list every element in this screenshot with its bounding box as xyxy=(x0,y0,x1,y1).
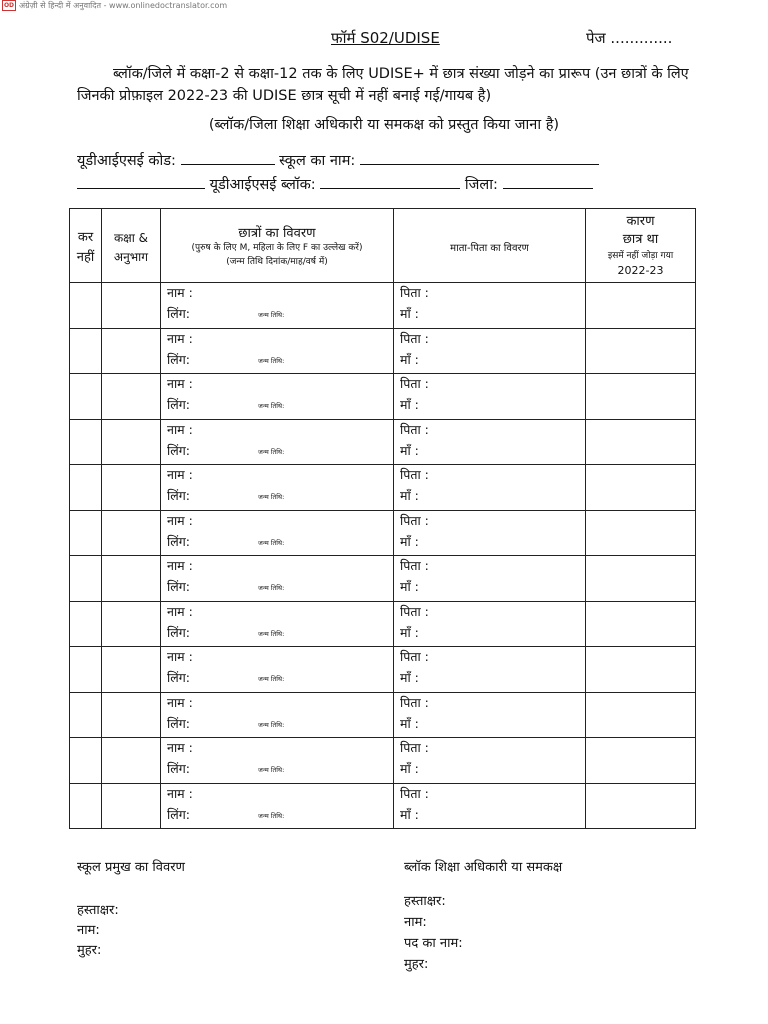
student-details-cell[interactable] xyxy=(161,283,394,329)
student-details-cell[interactable] xyxy=(161,419,394,465)
parent-details-cell[interactable] xyxy=(394,783,586,829)
father-label: पिता : xyxy=(400,376,429,391)
student-dob-label: जन्म तिथि: xyxy=(258,356,285,365)
table-row xyxy=(70,419,696,465)
parent-details-cell[interactable] xyxy=(394,647,586,693)
reason-cell[interactable] xyxy=(586,556,696,602)
parent-details-cell[interactable] xyxy=(394,601,586,647)
student-name-label: नाम : xyxy=(167,330,193,346)
block-officer-signature: हस्ताक्षर: xyxy=(404,894,446,909)
student-details-cell[interactable] xyxy=(161,601,394,647)
reason-subtitle: छात्र था xyxy=(622,231,659,247)
father-label: पिता : xyxy=(400,785,429,801)
serial-cell[interactable] xyxy=(70,419,102,465)
student-dob-label: जन्म तिथि: xyxy=(258,311,285,319)
mother-label: माँ : xyxy=(400,488,419,503)
reason-cell[interactable] xyxy=(586,647,696,693)
student-dob-label: जन्म तिथि: xyxy=(258,538,285,547)
student-details-title: छात्रों का विवरण xyxy=(238,225,316,241)
student-name-label: नाम : xyxy=(167,649,193,664)
table-row xyxy=(70,328,696,374)
class-section-cell[interactable] xyxy=(102,465,161,511)
header-reason xyxy=(586,209,696,283)
mother-label: माँ : xyxy=(400,306,419,321)
parent-details-cell[interactable] xyxy=(394,738,586,784)
parent-details-cell[interactable] xyxy=(394,692,586,738)
student-gender-label: लिंग: xyxy=(167,442,190,458)
reason-cell[interactable] xyxy=(586,465,696,511)
class-section-cell[interactable] xyxy=(102,692,161,738)
school-head-name: नाम: xyxy=(77,923,100,938)
student-name-label: नाम : xyxy=(167,421,193,437)
serial-cell[interactable] xyxy=(70,283,102,329)
father-label: पिता : xyxy=(400,285,429,300)
student-details-cell[interactable] xyxy=(161,465,394,511)
district-label: जिला: xyxy=(464,177,498,193)
parent-details-cell[interactable] xyxy=(394,465,586,511)
table-row xyxy=(70,783,696,829)
student-table xyxy=(69,208,696,829)
student-details-cell[interactable] xyxy=(161,783,394,829)
reason-cell[interactable] xyxy=(586,283,696,329)
parent-details-cell[interactable] xyxy=(394,556,586,602)
mother-label: माँ : xyxy=(400,715,419,731)
block-officer-name: नाम: xyxy=(404,915,427,930)
mother-label: माँ : xyxy=(400,761,419,776)
reason-cell[interactable] xyxy=(586,692,696,738)
father-label: पिता : xyxy=(400,740,429,755)
school-head-title: स्कूल प्रमुख का विवरण xyxy=(77,860,185,875)
father-label: पिता : xyxy=(400,467,429,482)
serial-cell[interactable] xyxy=(70,647,102,693)
block-officer-designation: पद का नाम: xyxy=(404,936,463,951)
serial-cell[interactable] xyxy=(70,783,102,829)
student-name-label: नाम : xyxy=(167,694,193,710)
serial-cell[interactable] xyxy=(70,510,102,556)
student-gender-label: लिंग: xyxy=(167,715,190,731)
student-gender-label: लिंग: xyxy=(167,670,190,685)
serial-cell[interactable] xyxy=(70,328,102,374)
mother-label: माँ : xyxy=(400,806,419,822)
udise-block-field[interactable] xyxy=(320,174,460,189)
table-row xyxy=(70,465,696,511)
student-name-label: नाम : xyxy=(167,558,193,573)
student-gender-label: लिंग: xyxy=(167,806,190,822)
student-dob-label: जन्म तिथि: xyxy=(258,629,285,638)
student-details-cell[interactable] xyxy=(161,328,394,374)
student-gender-label: लिंग: xyxy=(167,306,190,321)
mother-label: माँ : xyxy=(400,533,419,549)
reason-cell[interactable] xyxy=(586,510,696,556)
header-parent-details: माता-पिता का विवरण xyxy=(394,209,586,283)
student-dob-label: जन्म तिथि: xyxy=(258,720,285,729)
watermark-text: अंग्रेज़ी से हिन्दी में अनुवादित - www.onlinedoctranslator.com xyxy=(19,1,228,10)
school-name-field[interactable] xyxy=(360,150,599,165)
class-section-cell[interactable] xyxy=(102,510,161,556)
student-gender-label: लिंग: xyxy=(167,761,190,776)
student-gender-label: लिंग: xyxy=(167,351,190,367)
student-dob-label: जन्म तिथि: xyxy=(258,447,285,456)
class-section-cell[interactable] xyxy=(102,374,161,420)
student-dob-label: जन्म तिथि: xyxy=(258,811,285,820)
student-dob-label: जन्म तिथि: xyxy=(258,675,285,683)
parent-details-cell[interactable] xyxy=(394,328,586,374)
school-head-seal: मुहर: xyxy=(77,943,102,958)
parent-details-cell[interactable] xyxy=(394,510,586,556)
student-name-label: नाम : xyxy=(167,285,193,300)
reason-note: इसमें नहीं जोड़ा गया xyxy=(607,250,674,261)
reason-year: 2022-23 xyxy=(617,263,664,277)
student-details-cell[interactable] xyxy=(161,510,394,556)
school-name-label: स्कूल का नाम: xyxy=(279,153,356,169)
reason-cell[interactable] xyxy=(586,419,696,465)
mother-label: माँ : xyxy=(400,670,419,685)
table-row xyxy=(70,556,696,602)
class-section-cell[interactable] xyxy=(102,556,161,602)
submission-note: (ब्लॉक/जिला शिक्षा अधिकारी या समकक्ष को प्रस्तुत किया जाना है) xyxy=(208,117,560,133)
father-label: पिता : xyxy=(400,603,429,619)
student-name-label: नाम : xyxy=(167,740,193,755)
reason-cell[interactable] xyxy=(586,328,696,374)
reason-cell[interactable] xyxy=(586,601,696,647)
student-details-cell[interactable] xyxy=(161,692,394,738)
serial-cell[interactable] xyxy=(70,556,102,602)
student-dob-note: (जन्म तिथि दिनांक/माह/वर्ष में) xyxy=(226,256,328,267)
header-serial: कर नहीं xyxy=(70,209,102,283)
block-officer-seal: मुहर: xyxy=(404,957,429,972)
student-gender-note: (पुरुष के लिए M, महिला के लिए F का उल्लेख करें) xyxy=(191,242,363,253)
student-dob-label: जन्म तिथि: xyxy=(258,584,285,592)
serial-cell[interactable] xyxy=(70,374,102,420)
mother-label: माँ : xyxy=(400,579,419,594)
udise-code-field[interactable] xyxy=(181,150,275,165)
reason-cell[interactable] xyxy=(586,738,696,784)
student-name-label: नाम : xyxy=(167,785,193,801)
student-details-cell[interactable] xyxy=(161,374,394,420)
father-label: पिता : xyxy=(400,330,429,346)
table-row xyxy=(70,692,696,738)
student-gender-label: लिंग: xyxy=(167,624,190,640)
student-name-label: नाम : xyxy=(167,467,193,482)
mother-label: माँ : xyxy=(400,442,419,458)
mother-label: माँ : xyxy=(400,397,419,412)
class-section-cell[interactable] xyxy=(102,601,161,647)
father-label: पिता : xyxy=(400,421,429,437)
mother-label: माँ : xyxy=(400,624,419,640)
student-dob-label: जन्म तिथि: xyxy=(258,402,285,410)
udise-code-label: यूडीआईएसई कोड: xyxy=(77,153,176,169)
father-label: पिता : xyxy=(400,558,429,573)
table-row xyxy=(70,510,696,556)
district-field[interactable] xyxy=(503,174,593,189)
class-section-cell[interactable] xyxy=(102,783,161,829)
header-class-section: कक्षा & अनुभाग xyxy=(102,209,161,283)
class-section-cell[interactable] xyxy=(102,328,161,374)
block-officer-title: ब्लॉक शिक्षा अधिकारी या समकक्ष xyxy=(404,860,563,875)
blank-field-leading[interactable] xyxy=(77,174,205,189)
reason-cell[interactable] xyxy=(586,374,696,420)
serial-cell[interactable] xyxy=(70,465,102,511)
parent-details-cell[interactable] xyxy=(394,283,586,329)
table-row xyxy=(70,283,696,329)
field-row-block-district xyxy=(77,174,593,194)
mother-label: माँ : xyxy=(400,351,419,367)
udise-block-label: यूडीआईएसई ब्लॉक: xyxy=(209,177,316,193)
reason-cell[interactable] xyxy=(586,783,696,829)
serial-cell[interactable] xyxy=(70,738,102,784)
translator-logo-icon: OD xyxy=(3,2,15,9)
student-gender-label: लिंग: xyxy=(167,579,190,594)
student-name-label: नाम : xyxy=(167,512,193,528)
student-dob-label: जन्म तिथि: xyxy=(258,493,285,501)
father-label: पिता : xyxy=(400,694,429,710)
student-name-label: नाम : xyxy=(167,376,193,391)
father-label: पिता : xyxy=(400,512,429,528)
student-details-cell[interactable] xyxy=(161,647,394,693)
page-number-label: पेज ............. xyxy=(586,29,673,47)
table-row xyxy=(70,601,696,647)
header-student-details xyxy=(161,209,394,283)
father-label: पिता : xyxy=(400,649,429,664)
reason-title: कारण xyxy=(626,213,655,229)
intro-paragraph: ब्लॉक/जिले में कक्षा-2 से कक्षा-12 तक के लिए UDISE+ में छात्र संख्या जोड़ने का प्रारूप (उन छात्रों के लिए जिनकी प्रोफ़ाइल 2022-23 की UDISE छात्र सूची में नहीं बनाई गई/गायब है) xyxy=(77,66,689,104)
class-section-cell[interactable] xyxy=(102,283,161,329)
form-title: फॉर्म S02/UDISE xyxy=(331,29,440,47)
class-section-cell[interactable] xyxy=(102,647,161,693)
student-gender-label: लिंग: xyxy=(167,397,190,412)
student-dob-label: जन्म तिथि: xyxy=(258,766,285,774)
table-row xyxy=(70,647,696,693)
serial-cell[interactable] xyxy=(70,601,102,647)
student-name-label: नाम : xyxy=(167,603,193,619)
serial-cell[interactable] xyxy=(70,692,102,738)
school-head-signature: हस्ताक्षर: xyxy=(77,903,119,918)
parent-details-cell[interactable] xyxy=(394,419,586,465)
class-section-cell[interactable] xyxy=(102,419,161,465)
table-row xyxy=(70,374,696,420)
table-header-row xyxy=(70,209,696,283)
class-section-cell[interactable] xyxy=(102,738,161,784)
table-row xyxy=(70,738,696,784)
translator-watermark xyxy=(2,0,227,11)
student-gender-label: लिंग: xyxy=(167,488,190,503)
student-gender-label: लिंग: xyxy=(167,533,190,549)
student-details-cell[interactable] xyxy=(161,738,394,784)
parent-details-cell[interactable] xyxy=(394,374,586,420)
field-row-code-school xyxy=(77,150,599,170)
student-details-cell[interactable] xyxy=(161,556,394,602)
